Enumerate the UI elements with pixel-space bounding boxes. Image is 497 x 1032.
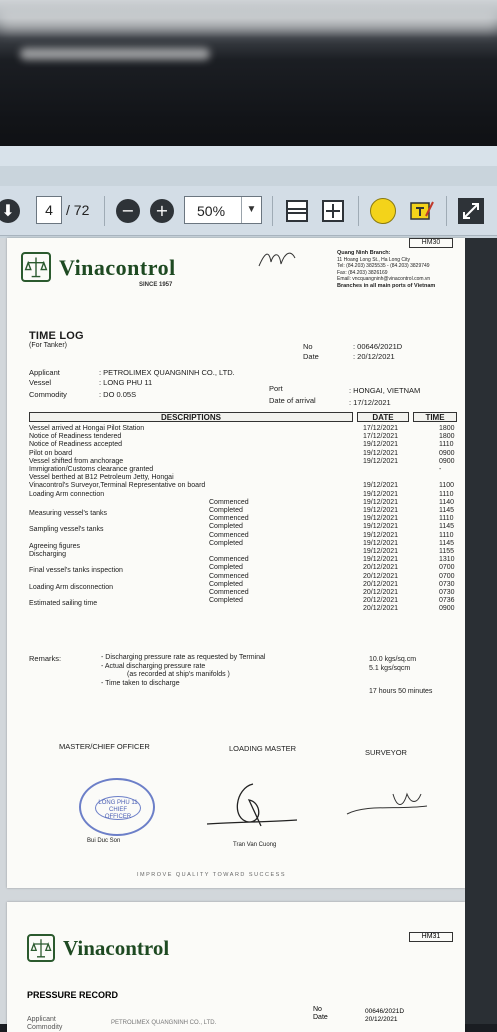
event-time: 1110	[439, 490, 454, 498]
pdf-toolbar	[0, 186, 497, 236]
master-signature-label: MASTER/CHIEF OFFICER	[59, 742, 150, 751]
commodity-value: : DO 0.05S	[99, 390, 137, 399]
branch-name: Quang Ninh Branch:	[337, 250, 391, 256]
arrival-label: Date of arrival	[269, 396, 316, 405]
remark-value: 10.0 kgs/sq.cm	[369, 656, 417, 663]
event-time: -	[439, 466, 442, 473]
chevron-down-icon[interactable]: ▼	[241, 197, 261, 223]
page2-applicant-value: PETROLIMEX QUANGNINH CO., LTD.	[111, 1020, 217, 1026]
commodity-label: Commodity	[29, 390, 67, 399]
document-page	[7, 238, 465, 888]
step-date: 20/12/2021	[363, 580, 399, 588]
document-viewport[interactable]	[0, 238, 497, 1031]
step-description: Measuring vessel's tanks	[29, 510, 107, 517]
remark-text: (as recorded at ship's manifolds )	[127, 671, 230, 678]
event-description: Vessel shifted from anchorage	[29, 457, 124, 465]
step-time: 1310	[439, 556, 455, 564]
step-time: 1145	[439, 539, 455, 547]
arrival-value: : 17/12/2021	[349, 398, 391, 407]
event-description: Notice of Readiness tendered	[29, 433, 122, 441]
applicant-value: : PETROLIMEX QUANGNINH CO., LTD.	[99, 368, 235, 377]
step-date: 19/12/2021	[363, 548, 399, 555]
branch-info	[337, 250, 461, 290]
branch-fax: Fax: (84.203) 3826169	[337, 269, 388, 276]
fit-width-icon[interactable]	[284, 198, 310, 224]
remark-text: - Time taken to discharge	[101, 679, 180, 687]
surveyor-signature	[337, 784, 447, 834]
fullscreen-icon[interactable]	[458, 198, 484, 224]
step-description: Sampling vessel's tanks	[29, 526, 104, 534]
step-state: Commenced	[209, 572, 249, 580]
port-label: Port	[269, 384, 283, 393]
time-header: TIME	[413, 412, 457, 422]
event-description: Pilot on board	[29, 449, 73, 457]
next-page-icon[interactable]: ⬇	[0, 199, 20, 223]
event-time: 1100	[439, 482, 455, 490]
event-date: 19/12/2021	[363, 449, 399, 457]
highlight-text-icon[interactable]	[408, 198, 434, 224]
event-time: 1110	[439, 441, 454, 449]
event-description: Immigration/Customs clearance granted	[29, 466, 154, 473]
event-time: 0900	[439, 457, 455, 465]
step-date: 20/12/2021	[363, 597, 399, 605]
scales-logo-icon	[21, 252, 51, 282]
step-description: Loading Arm disconnection	[29, 583, 114, 591]
remarks-label: Remarks:	[29, 654, 62, 663]
event-description: Vinacontrol's Surveyor,Terminal Representative on board	[29, 482, 206, 490]
event-description: Notice of Readiness accepted	[29, 441, 122, 449]
event-time: 0900	[439, 449, 455, 457]
date-label: Date	[303, 352, 319, 361]
step-time: 1140	[439, 498, 455, 506]
branch-tel: Tel: (84.203) 3825535 - (84.203) 3829749	[337, 263, 430, 270]
step-time: 0730	[439, 580, 455, 588]
event-date: 17/12/2021	[363, 425, 399, 432]
step-time: 0730	[439, 589, 455, 596]
step-state: Completed	[209, 564, 243, 572]
date-header: DATE	[357, 412, 409, 422]
step-state: Completed	[209, 539, 243, 547]
step-description: Estimated sailing time	[29, 600, 98, 608]
branch-network: Branches in all main ports of Vietnam	[337, 282, 436, 289]
step-date: 20/12/2021	[363, 572, 399, 580]
page2-title: PRESSURE RECORD	[27, 990, 119, 1000]
step-date: 19/12/2021	[363, 507, 399, 514]
step-state: Completed	[209, 507, 243, 514]
branch-email: Email: vncquangninh@vinacontrol.com.vn	[337, 276, 431, 283]
scrollbar-track[interactable]	[465, 238, 497, 1024]
loading-master-label: LOADING MASTER	[229, 744, 297, 753]
comment-icon[interactable]	[370, 198, 396, 224]
page2-commodity-label: Commodity	[27, 1024, 63, 1031]
zoom-out-icon[interactable]: −	[116, 199, 140, 223]
no-value: : 00646/2021D	[353, 342, 403, 351]
document-title: TIME LOG	[29, 330, 84, 342]
screen-glare-spot	[20, 48, 210, 60]
zoom-select[interactable]	[184, 196, 262, 224]
step-description: Agreeing figures	[29, 542, 80, 550]
step-time: 0900	[439, 605, 455, 613]
step-date: 20/12/2021	[363, 605, 399, 613]
remark-text: - Actual discharging pressure rate	[101, 662, 206, 670]
step-time: 1110	[439, 531, 454, 539]
step-date: 20/12/2021	[363, 564, 399, 572]
scales-logo-icon	[27, 934, 55, 962]
step-state: Completed	[209, 580, 243, 588]
window-title-bar	[0, 146, 497, 166]
step-time: 1145	[439, 523, 455, 531]
event-time: 1800	[439, 425, 455, 432]
branch-address: 11 Hoang Long St., Ha Long City	[337, 256, 411, 263]
applicant-label: Applicant	[29, 368, 60, 377]
step-state: Commenced	[209, 531, 249, 539]
step-date: 20/12/2021	[363, 589, 399, 596]
step-date: 19/12/2021	[363, 531, 399, 539]
vessel-stamp	[79, 778, 155, 836]
zoom-in-icon[interactable]: +	[150, 199, 174, 223]
remark-value: 17 hours 50 minutes	[369, 687, 433, 695]
pdf-viewer-window	[0, 146, 497, 1031]
event-description: Vessel arrived at Hongai Pilot Station	[29, 425, 145, 432]
step-time: 0700	[439, 564, 455, 572]
screen-glare	[0, 12, 497, 32]
step-date: 19/12/2021	[363, 556, 399, 564]
event-date: 17/12/2021	[363, 433, 399, 441]
step-date: 19/12/2021	[363, 523, 399, 531]
port-value: : HONGAI, VIETNAM	[349, 386, 421, 395]
step-state: Commenced	[209, 556, 249, 564]
loading-master-name: Tran Van Cuong	[233, 842, 277, 848]
date-value: : 20/12/2021	[353, 352, 395, 361]
page2-no-value: 00646/2021D	[365, 1008, 405, 1015]
stamp-center	[95, 796, 141, 820]
next-document-page	[7, 902, 465, 1032]
remark-text: - Discharging pressure rate as requested by Terminal	[101, 654, 266, 661]
step-state: Commenced	[209, 589, 249, 596]
event-date: 19/12/2021	[363, 441, 399, 449]
stamp-line-2: CHIEF OFFICER	[104, 807, 132, 820]
logo-since: SINCE 1957	[139, 282, 173, 288]
vessel-label: Vessel	[29, 378, 52, 387]
surveyor-label: SURVEYOR	[365, 748, 407, 757]
step-date: 19/12/2021	[363, 539, 399, 547]
zoom-value: 50%	[197, 203, 226, 219]
logo-text: Vinacontrol	[59, 255, 176, 280]
page2-applicant-label: Applicant	[27, 1016, 56, 1023]
remark-value: 5.1 kgs/sqcm	[369, 664, 411, 672]
page2-no-label: No	[313, 1006, 322, 1013]
step-state: Commenced	[209, 498, 249, 506]
no-label: No	[303, 342, 313, 351]
step-time: 0736	[439, 597, 455, 605]
step-state: Completed	[209, 523, 243, 531]
step-time: 1155	[439, 548, 455, 555]
step-date: 19/12/2021	[363, 498, 399, 506]
form-code: HM30	[409, 238, 453, 248]
toolbar-divider	[272, 196, 273, 226]
vessel-value: : LONG PHU 11	[99, 378, 153, 387]
step-state: Completed	[209, 597, 243, 605]
step-time: 0700	[439, 572, 455, 580]
page2-logo-text: Vinacontrol	[63, 936, 170, 960]
page2-date-value: 20/12/2021	[365, 1016, 398, 1023]
event-description: Loading Arm connection	[29, 490, 105, 498]
page-number-input[interactable]: 4	[36, 196, 62, 224]
toolbar-divider	[104, 196, 105, 226]
stamp-line-1: LONG PHU 11	[98, 800, 138, 806]
master-name: Bui Duc Son	[87, 838, 121, 844]
step-time: 1145	[439, 507, 455, 514]
step-description: Discharging	[29, 551, 66, 558]
fit-page-icon[interactable]	[320, 198, 346, 224]
event-date: 19/12/2021	[363, 457, 399, 465]
loading-master-signature	[187, 778, 307, 838]
event-date: 19/12/2021	[363, 482, 399, 490]
toolbar-divider	[446, 196, 447, 226]
footer-slogan: IMPROVE QUALITY TOWARD SUCCESS	[137, 872, 287, 878]
page2-form-code: HM31	[409, 932, 453, 942]
document-subtitle: (For Tanker)	[29, 342, 67, 349]
event-description: Vessel berthed at B12 Petroleum Jetty, Hongai	[29, 474, 174, 482]
step-description: Final vessel's tanks inspection	[29, 567, 123, 575]
step-time: 1110	[439, 515, 454, 523]
page2-date-label: Date	[313, 1014, 328, 1021]
event-time: 1800	[439, 433, 455, 441]
descriptions-header: DESCRIPTIONS	[29, 412, 353, 422]
page-total-label: / 72	[66, 202, 90, 218]
initials-signature	[257, 246, 297, 272]
step-date: 19/12/2021	[363, 515, 399, 523]
toolbar-divider	[358, 196, 359, 226]
monitor-bezel	[0, 0, 497, 150]
event-date: 19/12/2021	[363, 490, 399, 498]
step-state: Commenced	[209, 515, 249, 523]
